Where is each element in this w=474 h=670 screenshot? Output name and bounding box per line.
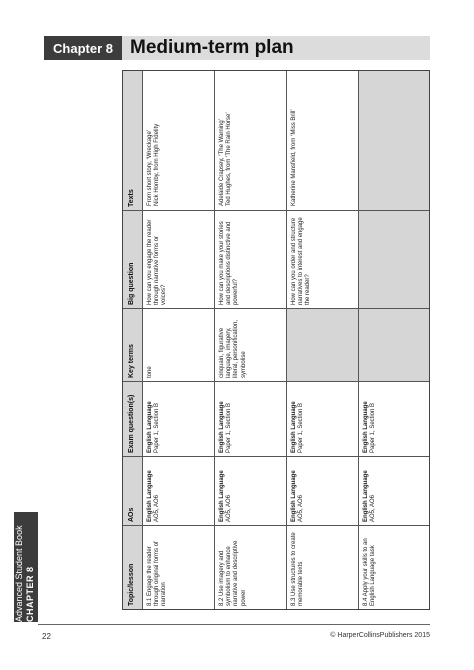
topic-row2: 8.2 Use imagery and symbolism to enhance narrative and descriptive power bbox=[219, 540, 247, 606]
cell-big-question-row4 bbox=[358, 211, 429, 308]
cell-texts-row1 bbox=[142, 71, 214, 210]
cell-topic-row4 bbox=[358, 526, 429, 609]
side-label-book: Advanced Student Book bbox=[14, 525, 24, 622]
header-texts: Texts bbox=[128, 189, 135, 207]
column-topic-lesson bbox=[123, 525, 429, 609]
exam-row2-bold: English Language bbox=[219, 401, 225, 453]
column-key-terms bbox=[123, 308, 429, 381]
cell-aos-row1 bbox=[142, 457, 214, 525]
cell-key-terms-row3 bbox=[286, 309, 358, 381]
aos-row4-text: AO5, AO6 bbox=[370, 494, 377, 522]
side-label bbox=[14, 512, 38, 622]
header-cell-key-terms bbox=[123, 309, 142, 381]
key-terms-row2: cinquain, figurative language, imagery, literal, personification, symbolise bbox=[219, 319, 247, 378]
big-question-row3: How can you order and structure narratives to interest and engage the reader? bbox=[291, 217, 312, 305]
column-aos bbox=[123, 456, 429, 525]
header-exam-questions: Exam question(s) bbox=[128, 394, 135, 453]
cell-key-terms-row1 bbox=[142, 309, 214, 381]
column-exam-questions bbox=[123, 381, 429, 456]
cell-key-terms-row4 bbox=[358, 309, 429, 381]
topic-row1: 8.1 Engage the reader through original forms of narration bbox=[147, 541, 168, 606]
cell-exam-row1 bbox=[142, 382, 214, 456]
exam-row1-text: Paper 1, Section B bbox=[154, 402, 161, 453]
header-cell-big-question bbox=[123, 211, 142, 308]
texts-row2-line1: Adelaide Crapsey, ‘The Warning’ bbox=[219, 118, 225, 206]
cell-aos-row4 bbox=[358, 457, 429, 525]
aos-row3-bold: English Language bbox=[291, 470, 297, 522]
cell-texts-row2 bbox=[214, 71, 286, 210]
cell-aos-row3 bbox=[286, 457, 358, 525]
header-big-question: Big question bbox=[128, 262, 135, 305]
aos-row3-text: AO5, AO6 bbox=[298, 494, 305, 522]
page-number: 22 bbox=[42, 632, 51, 641]
big-question-row1: How can you engage the reader through narrative forms or voices? bbox=[147, 219, 168, 305]
exam-row4-text: Paper 1, Section B bbox=[370, 402, 377, 453]
cell-exam-row2 bbox=[214, 382, 286, 456]
texts-row3-line1: Katherine Mansfield, from ‘Miss Brill’ bbox=[291, 109, 297, 206]
aos-row1-bold: English Language bbox=[147, 470, 153, 522]
topic-row3: 8.3 Use structures to create memorable texts bbox=[291, 532, 305, 606]
header-cell-topic bbox=[123, 526, 142, 609]
cell-key-terms-row2 bbox=[214, 309, 286, 381]
footer-divider bbox=[38, 624, 430, 625]
cell-exam-row3 bbox=[286, 382, 358, 456]
cell-texts-row3 bbox=[286, 71, 358, 210]
side-label-chapter: CHAPTER 8 bbox=[25, 566, 35, 622]
texts-row1-line1: From short story, ‘Wreckage’ bbox=[147, 129, 153, 206]
cell-topic-row2 bbox=[214, 526, 286, 609]
topic-row4: 8.4 Apply your skills to an English Language task bbox=[363, 538, 377, 606]
cell-topic-row1 bbox=[142, 526, 214, 609]
exam-row4-bold: English Language bbox=[363, 401, 369, 453]
cell-aos-row2 bbox=[214, 457, 286, 525]
exam-row3-text: Paper 1, Section B bbox=[298, 402, 305, 453]
chapter-label: Chapter 8 bbox=[44, 36, 122, 60]
exam-row1-bold: English Language bbox=[147, 401, 153, 453]
header-aos: AOs bbox=[128, 507, 135, 522]
exam-row2-text: Paper 1, Section B bbox=[226, 402, 233, 453]
aos-row4-bold: English Language bbox=[363, 470, 369, 522]
key-terms-row1: tone bbox=[147, 366, 153, 378]
header-cell-exam-questions bbox=[123, 382, 142, 456]
texts-row2-line2: Ted Hughes, from ‘The Rain Horse’ bbox=[226, 112, 233, 206]
big-question-row2: How can you make your stories and descriptions distinctive and powerful? bbox=[219, 221, 240, 305]
cell-big-question-row3 bbox=[286, 211, 358, 308]
cell-big-question-row1 bbox=[142, 211, 214, 308]
page-title: Medium-term plan bbox=[122, 36, 430, 60]
header-cell-aos bbox=[123, 457, 142, 525]
column-big-question bbox=[123, 210, 429, 308]
column-texts bbox=[123, 71, 429, 210]
medium-term-plan-table bbox=[122, 70, 430, 610]
header-cell-texts bbox=[123, 71, 142, 210]
header-key-terms: Key terms bbox=[128, 344, 135, 378]
aos-row1-text: AO5, AO6 bbox=[154, 494, 161, 522]
aos-row2-bold: English Language bbox=[219, 470, 225, 522]
exam-row3-bold: English Language bbox=[291, 401, 297, 453]
cell-big-question-row2 bbox=[214, 211, 286, 308]
copyright-notice: © HarperCollinsPublishers 2015 bbox=[330, 632, 430, 639]
cell-topic-row3 bbox=[286, 526, 358, 609]
texts-row1-line2: Nick Hornby, from High Fidelity bbox=[154, 123, 161, 206]
header-topic: Topic/lesson bbox=[128, 563, 135, 606]
aos-row2-text: AO5, AO6 bbox=[226, 494, 233, 522]
cell-exam-row4 bbox=[358, 382, 429, 456]
cell-texts-row4 bbox=[358, 71, 429, 210]
